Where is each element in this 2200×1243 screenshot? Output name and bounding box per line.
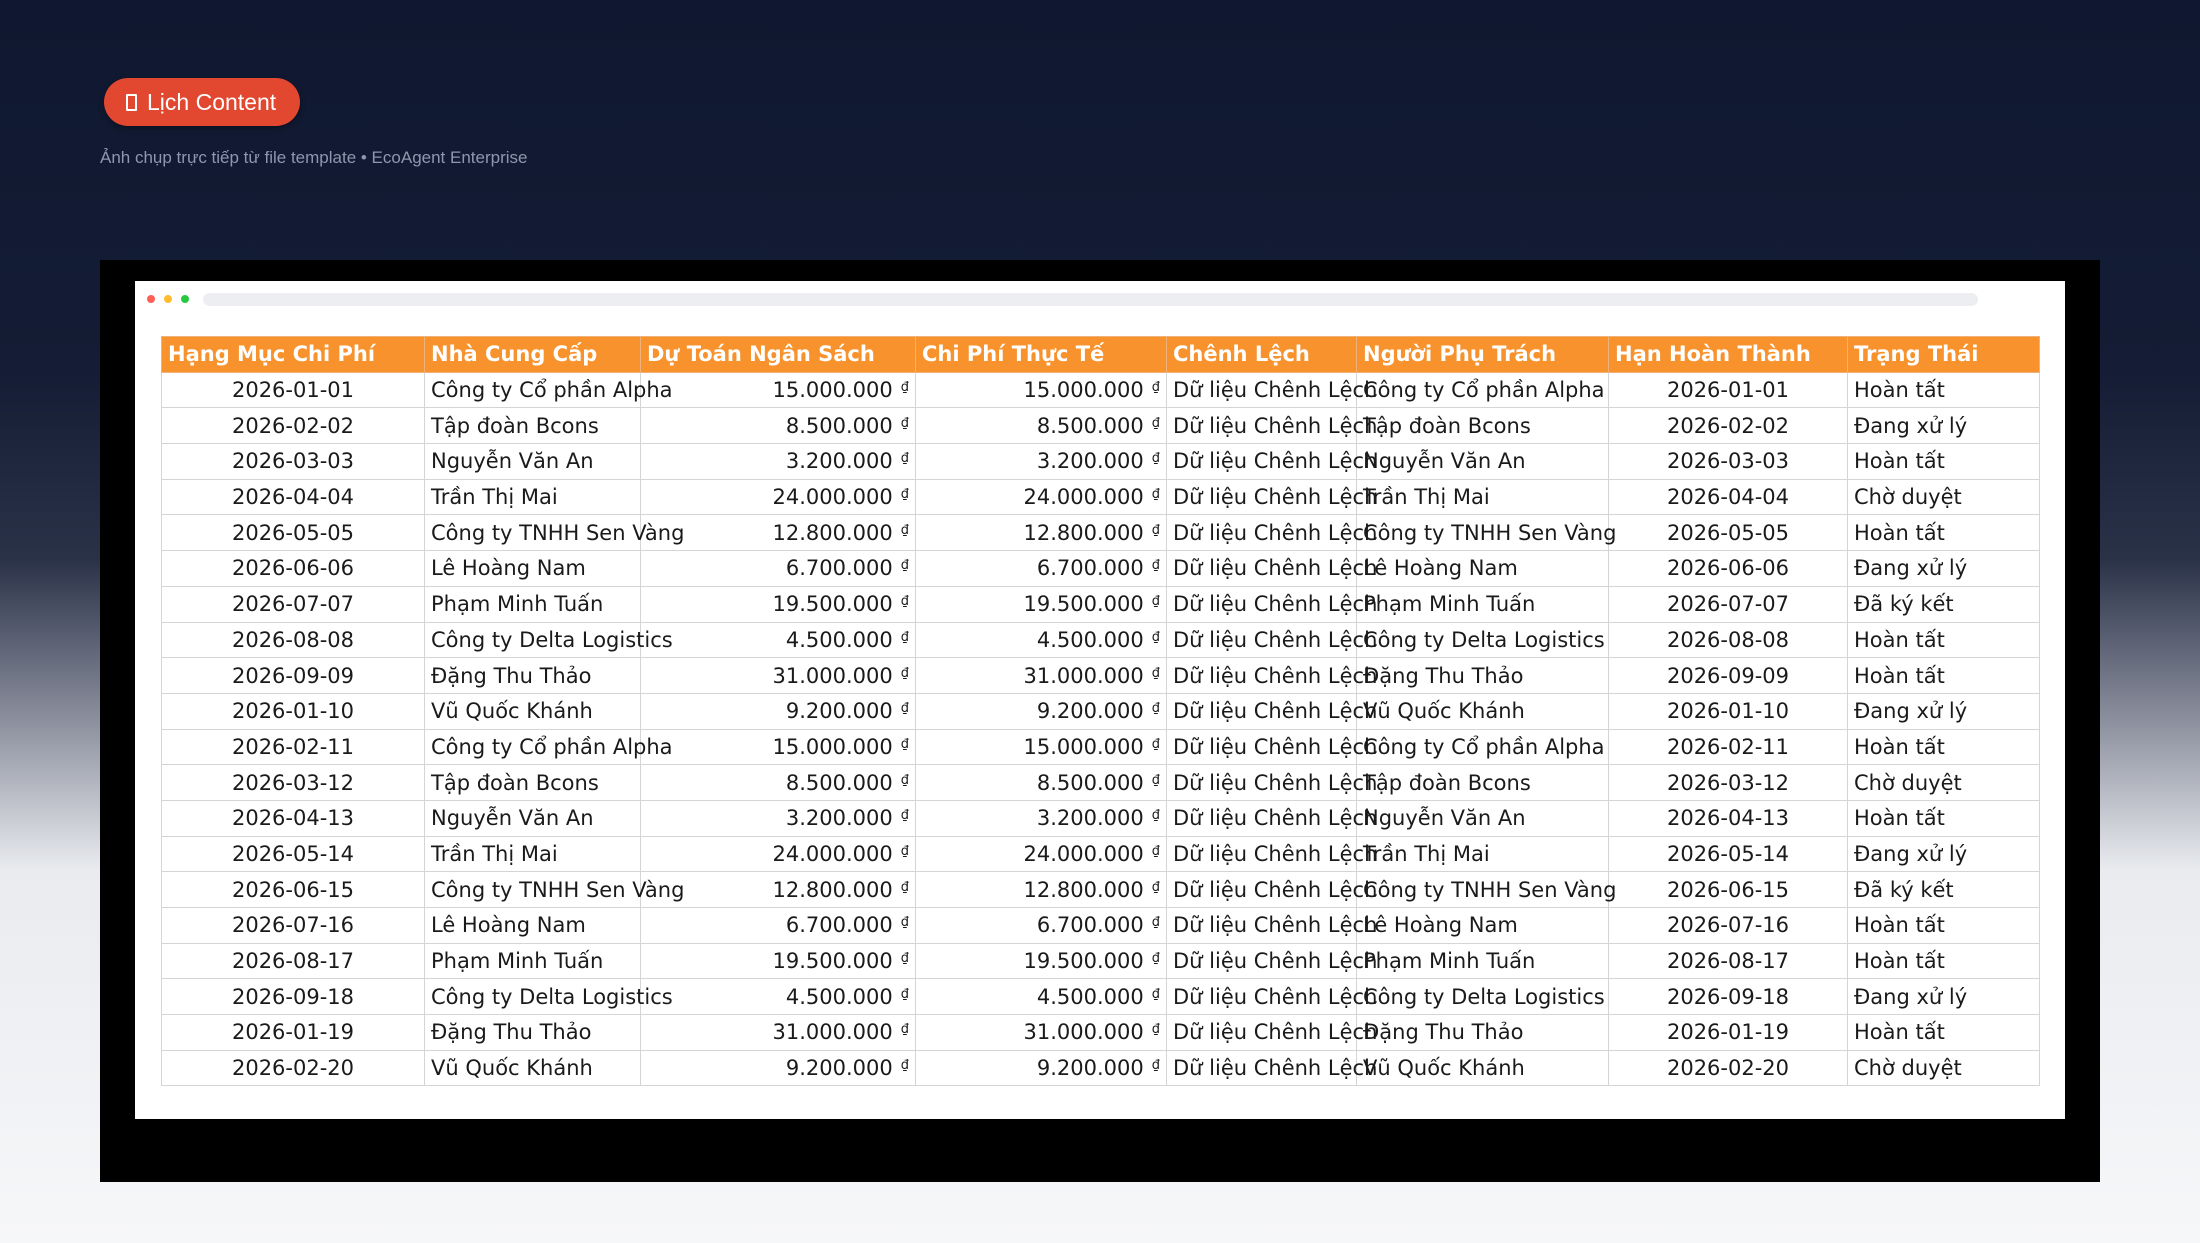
table-cell[interactable]: Tập đoàn Bcons bbox=[425, 765, 641, 801]
column-header[interactable]: Dự Toán Ngân Sách bbox=[641, 337, 916, 373]
table-cell[interactable] bbox=[641, 836, 916, 872]
currency-symbol: ₫ bbox=[900, 736, 909, 752]
table-cell[interactable] bbox=[916, 408, 1167, 444]
amount-value: 31.000.000 bbox=[772, 663, 893, 688]
table-cell[interactable] bbox=[641, 908, 916, 944]
currency-symbol: ₫ bbox=[1151, 415, 1160, 431]
table-cell[interactable] bbox=[916, 1050, 1167, 1086]
amount-value: 19.500.000 bbox=[1023, 592, 1144, 617]
table-cell[interactable]: Đã ký kết bbox=[1848, 586, 2040, 622]
table-cell[interactable]: Chờ duyệt bbox=[1848, 765, 2040, 801]
table-cell[interactable] bbox=[916, 836, 1167, 872]
table-cell[interactable]: Dữ liệu Chênh Lệch bbox=[1167, 765, 1357, 801]
table-cell[interactable] bbox=[641, 551, 916, 587]
table-cell[interactable]: 2026-06-15 bbox=[1609, 872, 1848, 908]
table-row bbox=[162, 444, 2040, 480]
table-cell[interactable] bbox=[641, 1015, 916, 1051]
table-cell[interactable] bbox=[641, 372, 916, 408]
currency-symbol: ₫ bbox=[900, 808, 909, 824]
table-cell[interactable] bbox=[641, 408, 916, 444]
amount-value: 3.200.000 bbox=[1036, 449, 1144, 474]
minimize-dot bbox=[164, 295, 172, 303]
amount-value: 3.200.000 bbox=[1036, 806, 1144, 831]
table-row bbox=[162, 1050, 2040, 1086]
amount-value: 4.500.000 bbox=[785, 627, 893, 652]
currency-symbol: ₫ bbox=[1151, 915, 1160, 931]
currency-symbol: ₫ bbox=[1151, 986, 1160, 1002]
table-cell[interactable]: Công ty Cổ phần Alpha bbox=[1357, 729, 1609, 765]
table-cell[interactable]: Đang xử lý bbox=[1848, 979, 2040, 1015]
currency-symbol: ₫ bbox=[1151, 451, 1160, 467]
currency-symbol: ₫ bbox=[900, 558, 909, 574]
table-cell[interactable]: 2026-05-05 bbox=[162, 515, 425, 551]
currency-symbol: ₫ bbox=[900, 594, 909, 610]
table-cell[interactable]: Hoàn tất bbox=[1848, 515, 2040, 551]
table-cell[interactable] bbox=[916, 444, 1167, 480]
amount-value: 8.500.000 bbox=[785, 413, 893, 438]
amount-value: 6.700.000 bbox=[1036, 556, 1144, 581]
currency-symbol: ₫ bbox=[1151, 1058, 1160, 1074]
table-cell[interactable] bbox=[641, 586, 916, 622]
table-cell[interactable]: 2026-03-12 bbox=[162, 765, 425, 801]
amount-value: 12.800.000 bbox=[1023, 877, 1144, 902]
currency-symbol: ₫ bbox=[1151, 951, 1160, 967]
table-cell[interactable]: 2026-08-17 bbox=[162, 943, 425, 979]
amount-value: 3.200.000 bbox=[785, 806, 893, 831]
window-controls bbox=[147, 295, 189, 303]
currency-symbol: ₫ bbox=[900, 701, 909, 717]
table-cell[interactable]: 2026-02-02 bbox=[162, 408, 425, 444]
table-cell[interactable]: Đang xử lý bbox=[1848, 551, 2040, 587]
browser-window bbox=[135, 281, 2065, 1119]
amount-value: 4.500.000 bbox=[785, 984, 893, 1009]
table-cell[interactable]: 2026-02-20 bbox=[162, 1050, 425, 1086]
table-cell[interactable] bbox=[641, 693, 916, 729]
table-cell[interactable]: Đã ký kết bbox=[1848, 872, 2040, 908]
table-cell[interactable]: 2026-04-13 bbox=[162, 800, 425, 836]
table-cell[interactable] bbox=[916, 372, 1167, 408]
table-cell[interactable]: Trần Thị Mai bbox=[425, 836, 641, 872]
currency-symbol: ₫ bbox=[1151, 1022, 1160, 1038]
table-cell[interactable]: Đặng Thu Thảo bbox=[425, 1015, 641, 1051]
table-cell[interactable] bbox=[916, 979, 1167, 1015]
currency-symbol: ₫ bbox=[900, 380, 909, 396]
table-cell[interactable]: 2026-02-20 bbox=[1609, 1050, 1848, 1086]
currency-symbol: ₫ bbox=[1151, 522, 1160, 538]
table-cell[interactable] bbox=[916, 908, 1167, 944]
address-bar bbox=[203, 293, 1978, 306]
table-cell[interactable]: 2026-05-14 bbox=[1609, 836, 1848, 872]
caption: Ảnh chụp trực tiếp từ file template • EcoAgent Enterprise bbox=[100, 148, 528, 167]
amount-value: 24.000.000 bbox=[772, 841, 893, 866]
table-cell[interactable]: 2026-02-11 bbox=[162, 729, 425, 765]
currency-symbol: ₫ bbox=[1151, 629, 1160, 645]
table-row bbox=[162, 479, 2040, 515]
amount-value: 19.500.000 bbox=[772, 592, 893, 617]
table-cell[interactable]: Hoàn tất bbox=[1848, 908, 2040, 944]
table-cell[interactable]: Vũ Quốc Khánh bbox=[1357, 693, 1609, 729]
table-cell[interactable]: 2026-02-02 bbox=[1609, 408, 1848, 444]
amount-value: 15.000.000 bbox=[1023, 734, 1144, 759]
currency-symbol: ₫ bbox=[900, 451, 909, 467]
table-cell[interactable]: 2026-08-17 bbox=[1609, 943, 1848, 979]
currency-symbol: ₫ bbox=[1151, 701, 1160, 717]
table-cell[interactable]: 2026-04-13 bbox=[1609, 800, 1848, 836]
table-cell[interactable] bbox=[916, 515, 1167, 551]
table-cell[interactable]: 2026-09-09 bbox=[1609, 658, 1848, 694]
table-cell[interactable]: Dữ liệu Chênh Lệch bbox=[1167, 1050, 1357, 1086]
table-cell[interactable]: Công ty Cổ phần Alpha bbox=[425, 729, 641, 765]
table-cell[interactable]: Lê Hoàng Nam bbox=[1357, 908, 1609, 944]
currency-symbol: ₫ bbox=[900, 986, 909, 1002]
table-cell[interactable]: 2026-01-19 bbox=[1609, 1015, 1848, 1051]
table-cell[interactable]: Công ty TNHH Sen Vàng bbox=[425, 515, 641, 551]
table-cell[interactable]: Hoàn tất bbox=[1848, 800, 2040, 836]
table-row bbox=[162, 765, 2040, 801]
amount-value: 12.800.000 bbox=[772, 877, 893, 902]
table-cell[interactable]: 2026-08-08 bbox=[162, 622, 425, 658]
table-cell[interactable]: Lê Hoàng Nam bbox=[425, 551, 641, 587]
amount-value: 6.700.000 bbox=[785, 913, 893, 938]
table-cell[interactable]: 2026-04-04 bbox=[162, 479, 425, 515]
table-cell[interactable]: Vũ Quốc Khánh bbox=[425, 693, 641, 729]
table-cell[interactable] bbox=[916, 586, 1167, 622]
table-cell[interactable]: Dữ liệu Chênh Lệch bbox=[1167, 693, 1357, 729]
currency-symbol: ₫ bbox=[1151, 380, 1160, 396]
column-header[interactable]: Hạng Mục Chi Phí bbox=[162, 337, 425, 373]
amount-value: 9.200.000 bbox=[1036, 1056, 1144, 1081]
table-cell[interactable] bbox=[641, 658, 916, 694]
table-row bbox=[162, 658, 2040, 694]
table-row bbox=[162, 551, 2040, 587]
table-cell[interactable]: Phạm Minh Tuấn bbox=[425, 943, 641, 979]
column-header[interactable]: Chi Phí Thực Tế bbox=[916, 337, 1167, 373]
table-cell[interactable]: Dữ liệu Chênh Lệch bbox=[1167, 943, 1357, 979]
table-cell[interactable]: Hoàn tất bbox=[1848, 943, 2040, 979]
badge-label: Lịch Content bbox=[147, 88, 277, 115]
currency-symbol: ₫ bbox=[900, 915, 909, 931]
table-cell[interactable]: 2026-07-07 bbox=[162, 586, 425, 622]
table-cell[interactable]: 2026-01-10 bbox=[162, 693, 425, 729]
amount-value: 8.500.000 bbox=[785, 770, 893, 795]
table-cell[interactable]: 2026-09-18 bbox=[1609, 979, 1848, 1015]
amount-value: 24.000.000 bbox=[772, 485, 893, 510]
table-row bbox=[162, 622, 2040, 658]
currency-symbol: ₫ bbox=[900, 879, 909, 895]
table-cell[interactable]: Dữ liệu Chênh Lệch bbox=[1167, 800, 1357, 836]
table-cell[interactable]: Nguyễn Văn An bbox=[425, 800, 641, 836]
amount-value: 8.500.000 bbox=[1036, 770, 1144, 795]
table-cell[interactable]: 2026-01-01 bbox=[162, 372, 425, 408]
table-cell[interactable]: 2026-01-19 bbox=[162, 1015, 425, 1051]
table-cell[interactable] bbox=[916, 693, 1167, 729]
amount-value: 19.500.000 bbox=[772, 949, 893, 974]
table-row bbox=[162, 586, 2040, 622]
currency-symbol: ₫ bbox=[900, 1022, 909, 1038]
table-cell[interactable] bbox=[916, 479, 1167, 515]
amount-value: 8.500.000 bbox=[1036, 413, 1144, 438]
table-cell[interactable]: 2026-07-07 bbox=[1609, 586, 1848, 622]
currency-symbol: ₫ bbox=[1151, 808, 1160, 824]
currency-symbol: ₫ bbox=[900, 415, 909, 431]
table-cell[interactable]: Lê Hoàng Nam bbox=[425, 908, 641, 944]
table-cell[interactable]: Công ty Delta Logistics bbox=[425, 979, 641, 1015]
table-row bbox=[162, 729, 2040, 765]
table-cell[interactable] bbox=[641, 444, 916, 480]
currency-symbol: ₫ bbox=[900, 843, 909, 859]
column-header[interactable]: Nhà Cung Cấp bbox=[425, 337, 641, 373]
table-cell[interactable]: Phạm Minh Tuấn bbox=[1357, 943, 1609, 979]
table-cell[interactable]: 2026-01-10 bbox=[1609, 693, 1848, 729]
table-cell[interactable]: 2026-05-05 bbox=[1609, 515, 1848, 551]
table-cell[interactable]: Dữ liệu Chênh Lệch bbox=[1167, 872, 1357, 908]
table-cell[interactable]: 2026-03-03 bbox=[1609, 444, 1848, 480]
table-cell[interactable]: Đang xử lý bbox=[1848, 836, 2040, 872]
table-cell[interactable] bbox=[916, 551, 1167, 587]
table-cell[interactable]: Đặng Thu Thảo bbox=[1357, 658, 1609, 694]
table-cell[interactable]: Công ty Cổ phần Alpha bbox=[425, 372, 641, 408]
currency-symbol: ₫ bbox=[1151, 558, 1160, 574]
table-cell[interactable]: Dữ liệu Chênh Lệch bbox=[1167, 836, 1357, 872]
budget-table bbox=[161, 336, 2040, 1086]
table-cell[interactable] bbox=[916, 658, 1167, 694]
table-cell[interactable]: Tập đoàn Bcons bbox=[1357, 408, 1609, 444]
table-cell[interactable] bbox=[641, 765, 916, 801]
table-row bbox=[162, 693, 2040, 729]
currency-symbol: ₫ bbox=[900, 1058, 909, 1074]
amount-value: 4.500.000 bbox=[1036, 984, 1144, 1009]
table-row bbox=[162, 979, 2040, 1015]
table-cell[interactable]: 2026-07-16 bbox=[1609, 908, 1848, 944]
table-cell[interactable] bbox=[641, 1050, 916, 1086]
amount-value: 15.000.000 bbox=[772, 734, 893, 759]
table-cell[interactable]: Nguyễn Văn An bbox=[425, 444, 641, 480]
table-cell[interactable]: Công ty TNHH Sen Vàng bbox=[425, 872, 641, 908]
table-cell[interactable] bbox=[641, 479, 916, 515]
currency-symbol: ₫ bbox=[900, 951, 909, 967]
table-row bbox=[162, 800, 2040, 836]
amount-value: 6.700.000 bbox=[1036, 913, 1144, 938]
table-cell[interactable]: Tập đoàn Bcons bbox=[1357, 765, 1609, 801]
currency-symbol: ₫ bbox=[1151, 487, 1160, 503]
table-cell[interactable]: Dữ liệu Chênh Lệch bbox=[1167, 658, 1357, 694]
amount-value: 31.000.000 bbox=[772, 1020, 893, 1045]
amount-value: 24.000.000 bbox=[1023, 841, 1144, 866]
table-cell[interactable]: 2026-06-06 bbox=[162, 551, 425, 587]
table-cell[interactable]: Công ty Delta Logistics bbox=[1357, 979, 1609, 1015]
table-cell[interactable] bbox=[641, 622, 916, 658]
table-cell[interactable]: Đặng Thu Thảo bbox=[425, 658, 641, 694]
table-cell[interactable]: 2026-05-14 bbox=[162, 836, 425, 872]
table-cell[interactable] bbox=[916, 800, 1167, 836]
document-icon bbox=[126, 94, 137, 111]
table-cell[interactable]: Đang xử lý bbox=[1848, 693, 2040, 729]
currency-symbol: ₫ bbox=[900, 665, 909, 681]
column-header[interactable]: Trạng Thái bbox=[1848, 337, 2040, 373]
table-cell[interactable]: Phạm Minh Tuấn bbox=[425, 586, 641, 622]
table-cell[interactable] bbox=[641, 979, 916, 1015]
close-dot bbox=[147, 295, 155, 303]
lich-content-badge[interactable] bbox=[104, 78, 300, 126]
currency-symbol: ₫ bbox=[900, 487, 909, 503]
table-cell[interactable] bbox=[641, 729, 916, 765]
table-cell[interactable] bbox=[641, 943, 916, 979]
table-cell[interactable]: Phạm Minh Tuấn bbox=[1357, 586, 1609, 622]
table-body bbox=[162, 372, 2040, 1086]
table-cell[interactable]: Dữ liệu Chênh Lệch bbox=[1167, 408, 1357, 444]
table-cell[interactable]: Trần Thị Mai bbox=[1357, 479, 1609, 515]
table-cell[interactable]: Đặng Thu Thảo bbox=[1357, 1015, 1609, 1051]
table-cell[interactable]: Dữ liệu Chênh Lệch bbox=[1167, 551, 1357, 587]
table-cell[interactable]: Dữ liệu Chênh Lệch bbox=[1167, 729, 1357, 765]
amount-value: 9.200.000 bbox=[785, 1056, 893, 1081]
table-cell[interactable]: 2026-08-08 bbox=[1609, 622, 1848, 658]
table-cell[interactable]: Nguyễn Văn An bbox=[1357, 444, 1609, 480]
column-header[interactable]: Chênh Lệch bbox=[1167, 337, 1357, 373]
table-cell[interactable]: Hoàn tất bbox=[1848, 372, 2040, 408]
table-cell[interactable]: Dữ liệu Chênh Lệch bbox=[1167, 979, 1357, 1015]
table-cell[interactable]: Vũ Quốc Khánh bbox=[1357, 1050, 1609, 1086]
table-cell[interactable]: 2026-07-16 bbox=[162, 908, 425, 944]
table-cell[interactable]: Dữ liệu Chênh Lệch bbox=[1167, 586, 1357, 622]
table-cell[interactable]: Trần Thị Mai bbox=[425, 479, 641, 515]
table-cell[interactable]: 2026-04-04 bbox=[1609, 479, 1848, 515]
table-cell[interactable] bbox=[916, 872, 1167, 908]
currency-symbol: ₫ bbox=[1151, 843, 1160, 859]
table-cell[interactable] bbox=[916, 943, 1167, 979]
table-cell[interactable]: 2026-01-01 bbox=[1609, 372, 1848, 408]
table-cell[interactable]: Dữ liệu Chênh Lệch bbox=[1167, 515, 1357, 551]
table-cell[interactable]: Công ty Delta Logistics bbox=[1357, 622, 1609, 658]
table-cell[interactable]: 2026-06-15 bbox=[162, 872, 425, 908]
table-row bbox=[162, 872, 2040, 908]
table-cell[interactable]: Hoàn tất bbox=[1848, 444, 2040, 480]
amount-value: 3.200.000 bbox=[785, 449, 893, 474]
table-cell[interactable]: 2026-03-12 bbox=[1609, 765, 1848, 801]
table-cell[interactable]: Đang xử lý bbox=[1848, 408, 2040, 444]
table-row bbox=[162, 1015, 2040, 1051]
amount-value: 31.000.000 bbox=[1023, 663, 1144, 688]
table-cell[interactable]: Hoàn tất bbox=[1848, 1015, 2040, 1051]
table-cell[interactable]: Công ty TNHH Sen Vàng bbox=[1357, 515, 1609, 551]
table-cell[interactable] bbox=[916, 765, 1167, 801]
amount-value: 12.800.000 bbox=[1023, 520, 1144, 545]
table-row bbox=[162, 515, 2040, 551]
amount-value: 12.800.000 bbox=[772, 520, 893, 545]
header-row bbox=[162, 337, 2040, 373]
table-cell[interactable]: 2026-09-18 bbox=[162, 979, 425, 1015]
maximize-dot bbox=[181, 295, 189, 303]
currency-symbol: ₫ bbox=[900, 772, 909, 788]
table-cell[interactable]: Hoàn tất bbox=[1848, 658, 2040, 694]
amount-value: 31.000.000 bbox=[1023, 1020, 1144, 1045]
table-cell[interactable]: Dữ liệu Chênh Lệch bbox=[1167, 444, 1357, 480]
table-cell[interactable]: Công ty TNHH Sen Vàng bbox=[1357, 872, 1609, 908]
currency-symbol: ₫ bbox=[1151, 665, 1160, 681]
amount-value: 24.000.000 bbox=[1023, 485, 1144, 510]
table-row bbox=[162, 836, 2040, 872]
table-cell[interactable] bbox=[916, 622, 1167, 658]
table-cell[interactable]: Công ty Cổ phần Alpha bbox=[1357, 372, 1609, 408]
table-cell[interactable]: Chờ duyệt bbox=[1848, 1050, 2040, 1086]
currency-symbol: ₫ bbox=[1151, 772, 1160, 788]
table-cell[interactable]: Dữ liệu Chênh Lệch bbox=[1167, 908, 1357, 944]
table-cell[interactable]: Hoàn tất bbox=[1848, 729, 2040, 765]
screenshot-frame bbox=[100, 260, 2100, 1182]
currency-symbol: ₫ bbox=[1151, 594, 1160, 610]
table-cell[interactable]: Trần Thị Mai bbox=[1357, 836, 1609, 872]
amount-value: 15.000.000 bbox=[772, 378, 893, 403]
table-cell[interactable]: Vũ Quốc Khánh bbox=[425, 1050, 641, 1086]
amount-value: 6.700.000 bbox=[785, 556, 893, 581]
column-header[interactable]: Hạn Hoàn Thành bbox=[1609, 337, 1848, 373]
amount-value: 4.500.000 bbox=[1036, 627, 1144, 652]
table-cell[interactable]: Hoàn tất bbox=[1848, 622, 2040, 658]
table-cell[interactable]: Chờ duyệt bbox=[1848, 479, 2040, 515]
amount-value: 9.200.000 bbox=[1036, 699, 1144, 724]
table-row bbox=[162, 372, 2040, 408]
table-cell[interactable] bbox=[916, 1015, 1167, 1051]
table-cell[interactable]: Dữ liệu Chênh Lệch bbox=[1167, 622, 1357, 658]
table-cell[interactable]: Tập đoàn Bcons bbox=[425, 408, 641, 444]
table-cell[interactable]: Công ty Delta Logistics bbox=[425, 622, 641, 658]
table-cell[interactable]: Dữ liệu Chênh Lệch bbox=[1167, 479, 1357, 515]
column-header[interactable]: Người Phụ Trách bbox=[1357, 337, 1609, 373]
table-cell[interactable]: Dữ liệu Chênh Lệch bbox=[1167, 1015, 1357, 1051]
currency-symbol: ₫ bbox=[900, 522, 909, 538]
table-row bbox=[162, 943, 2040, 979]
currency-symbol: ₫ bbox=[1151, 736, 1160, 752]
table-cell[interactable]: Lê Hoàng Nam bbox=[1357, 551, 1609, 587]
amount-value: 15.000.000 bbox=[1023, 378, 1144, 403]
table-cell[interactable] bbox=[916, 729, 1167, 765]
amount-value: 19.500.000 bbox=[1023, 949, 1144, 974]
currency-symbol: ₫ bbox=[1151, 879, 1160, 895]
table-row bbox=[162, 908, 2040, 944]
table-cell[interactable] bbox=[641, 800, 916, 836]
table-cell[interactable]: 2026-06-06 bbox=[1609, 551, 1848, 587]
currency-symbol: ₫ bbox=[900, 629, 909, 645]
table-cell[interactable]: 2026-03-03 bbox=[162, 444, 425, 480]
table-cell[interactable]: Nguyễn Văn An bbox=[1357, 800, 1609, 836]
table-cell[interactable]: Dữ liệu Chênh Lệch bbox=[1167, 372, 1357, 408]
table-cell[interactable]: 2026-02-11 bbox=[1609, 729, 1848, 765]
amount-value: 9.200.000 bbox=[785, 699, 893, 724]
table-cell[interactable]: 2026-09-09 bbox=[162, 658, 425, 694]
table-row bbox=[162, 408, 2040, 444]
